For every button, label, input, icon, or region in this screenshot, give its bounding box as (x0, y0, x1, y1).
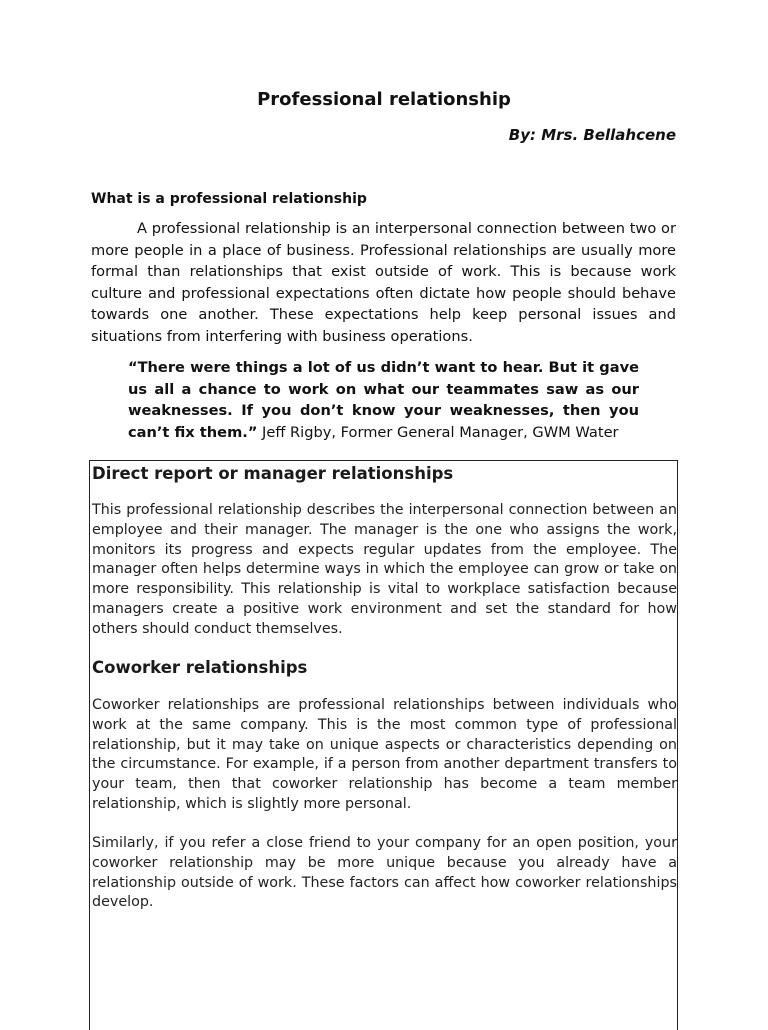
relationships-box (89, 460, 678, 1030)
section-heading: What is a professional relationship (91, 191, 367, 207)
coworker-paragraph-1: Coworker relationships are professional relationships between individuals who work at the same company. This is the most common type of professional relationship, but it may take on unique aspects or characteristics depending on the circumstance. For example, if a person from another department transfers to your team, then that coworker relationship has become a team member relationship, which is slightly more personal. (92, 697, 677, 812)
quote-text: “There were things a lot of us didn’t want to hear. But it gave us all a chance to work on what our teammates saw as our weaknesses. If you don’t know your weaknesses, then you can’t fix them.” (128, 359, 639, 441)
intro-paragraph (91, 218, 676, 348)
document-title: Professional relationship (257, 89, 511, 110)
direct-report-heading: Direct report or manager relationships (92, 464, 454, 483)
quote-block (128, 357, 639, 443)
author-line: By: Mrs. Bellahcene (508, 126, 676, 144)
coworker-paragraph-2: Similarly, if you refer a close friend to your company for an open position, your coworker relationship may be more unique because you already have a relationship outside of work. These factors can affect how coworker relationships develop. (92, 835, 677, 911)
coworker-heading: Coworker relationships (92, 658, 308, 677)
quote-attribution: Jeff Rigby, Former General Manager, GWM Water (262, 423, 619, 441)
intro-text: A professional relationship is an interpersonal connection between two or more people in a place of business. Professional relationships are usually more formal than relationships that exist outside of work. This is because work culture and professional expectations often dictate how people should behave towards one another. These expectations help keep personal issues and situations from interfering with business operations. (91, 220, 676, 345)
direct-report-paragraph: This professional relationship describes the interpersonal connection between an employee and their manager. The manager is the one who assigns the work, monitors its progress and expects regular updates from the employee. The manager often helps determine ways in which the employee can grow or take on more responsibility. This relationship is vital to workplace satisfaction because managers create a positive work environment and set the standard for how others should conduct themselves. (92, 502, 677, 637)
